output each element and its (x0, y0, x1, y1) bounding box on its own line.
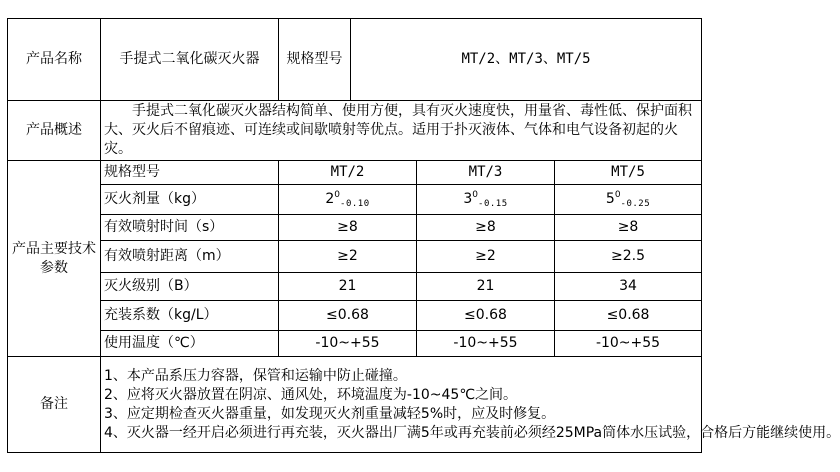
overview-label: 产品概述 (8, 101, 101, 161)
table-row (8, 185, 702, 215)
param-value: -10~+55 (555, 331, 702, 357)
product-name-row (8, 19, 702, 101)
param-value: ≤0.68 (417, 301, 555, 331)
product-name-label: 产品名称 (8, 19, 101, 101)
table-row (8, 273, 702, 301)
param-value: $3^0_{-0.15}$ (417, 185, 555, 215)
model-value: MT/2、MT/3、MT/5 (351, 19, 702, 101)
param-value: 21 (417, 273, 555, 301)
table-row (8, 241, 702, 273)
list-item: 1、本产品系压力容器，保管和运输中防止碰撞。 (104, 367, 407, 384)
param-value: ≤0.68 (555, 301, 702, 331)
overview-text: 手提式二氧化碳灭火器结构简单、使用方便，具有灭火速度快，用量省、毒性低、保护面积大、灭火后不留痕迹、可连续或间歇喷射等优点。适用于扑灭液体、气体和电气设备初起的火灾。 (101, 101, 702, 161)
param-value: 34 (555, 273, 702, 301)
table-row (8, 301, 702, 331)
notes-content (101, 357, 840, 453)
param-name: 使用温度（℃） (101, 331, 279, 357)
model-label: 规格型号 (279, 19, 351, 101)
param-value: ≥8 (555, 215, 702, 241)
param-value: ≤0.68 (279, 301, 417, 331)
param-name: 充装系数（kg/L） (101, 301, 279, 331)
product-name-value: 手提式二氧化碳灭火器 (101, 19, 279, 101)
params-label: 产品主要技术参数 (8, 161, 101, 357)
param-name: 有效喷射距离（m） (101, 241, 279, 273)
product-spec-table (7, 18, 840, 453)
param-value: ≥2 (279, 241, 417, 273)
params-col-mt2: MT/2 (279, 161, 417, 185)
list-item: 3、应定期检查灭火器重量，如发现灭火剂重量减轻5%时，应及时修复。 (104, 405, 556, 422)
params-col-mt5: MT/5 (555, 161, 702, 185)
param-value: $2^0_{-0.10}$ (279, 185, 417, 215)
overview-row (8, 101, 702, 161)
param-name: 灭火级别（B） (101, 273, 279, 301)
notes-row (8, 357, 702, 453)
param-value: -10~+55 (417, 331, 555, 357)
table-row (8, 331, 702, 357)
param-value: ≥8 (279, 215, 417, 241)
params-col-header: 规格型号 (101, 161, 279, 185)
list-item: 2、应将灭火器放置在阴凉、通风处，环境温度为-10~45℃之间。 (104, 386, 518, 403)
params-header-row (8, 161, 702, 185)
param-value: $5^0_{-0.25}$ (555, 185, 702, 215)
table-row (8, 215, 702, 241)
param-value: -10~+55 (279, 331, 417, 357)
param-value: ≥8 (417, 215, 555, 241)
param-name: 有效喷射时间（s） (101, 215, 279, 241)
param-value: ≥2.5 (555, 241, 702, 273)
list-item: 4、灭火器一经开启必须进行再充装，灭火器出厂满5年或再充装前必须经25MPa筒体水压试验，合格后方能继续使用。 (104, 424, 840, 441)
notes-label: 备注 (8, 357, 101, 453)
param-value: 21 (279, 273, 417, 301)
param-name: 灭火剂量（kg） (101, 185, 279, 215)
params-col-mt3: MT/3 (417, 161, 555, 185)
param-value: ≥2 (417, 241, 555, 273)
